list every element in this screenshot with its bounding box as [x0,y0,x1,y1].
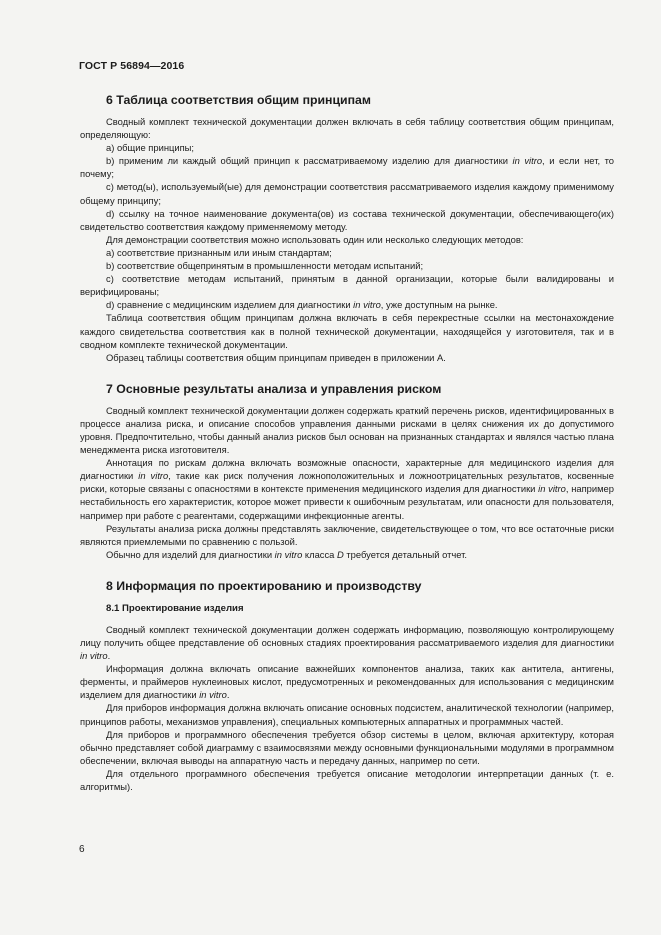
list-item: b) соответствие общепринятым в промышленности методам испытаний; [106,260,424,272]
section-7-title: 7 Основные результаты анализа и управления риском [106,381,442,396]
paragraph: Для демонстрации соответствия можно использовать один или несколько следующих методов: [106,233,524,245]
paragraph: Для приборов информация должна включать описание основных подсистем, аналитической технологии (например, принципов работы, механизмов управления), специальных компьютерных аппаратных и программных частей. [80,702,614,727]
list-item: b) применим ли каждый общий принцип к рассматриваемому изделию для диагностики in vitro, и если нет, то почему; [80,155,614,180]
paragraph: Обычно для изделий для диагностики in vitro класса D требуется детальный отчет. [106,548,468,560]
list-item: а) соответствие признанным или иным стандартам; [106,246,332,258]
paragraph: Информация должна включать описание важнейших компонентов анализа, таких как антитела, антигены, ферменты, и праймеров нуклеиновых кислот, предусмотренных и рекомендованных для использования с медицинским изделием для диагностики in vitro. [80,663,614,701]
paragraph: Сводный комплект технической документации должен содержать информацию, позволяющую контролирующему лицу получить общее представление об основных стадиях проектирования рассматриваемого изделия для диагностики in vitro. [80,623,614,662]
list-item: d) ссылку на точное наименование документа(ов) из состава технической документации, обеспечивающего(их) свидетельство соответствия каждому применяемому методу. [80,207,614,232]
standard-id: ГОСТ Р 56894—2016 [79,60,185,72]
subsection-8-1-title: 8.1 Проектирование изделия [106,602,244,614]
section-6-title: 6 Таблица соответствия общим принципам [106,93,371,107]
paragraph: Аннотация по рискам должна включать возможные опасности, характерные для медицинского изделия для диагностики in vitro, такие как риск получения ложноположительных и ложноотрицательных результатов, косвенные риски, которые связаны с опасностями в контексте применения медицинского изделия для диагностики in vitro, например нестабильность его характеристик, которое может привести к ошибочным результатам, или опасности для пользователя, например при работе с реагентами, содержащими инфекционные агенты. [80,457,614,521]
section-8-title: 8 Информация по проектированию и производству [106,578,422,593]
paragraph: Для приборов и программного обеспечения требуется обзор системы в целом, включая архитектуру, которая обычно представляет собой диаграмму с взаимосвязями между основными функциональными модулями в программном обеспечении, включая выводы на аппаратную часть и передачу данных, например по сети. [80,728,614,766]
page-content [80,92,614,793]
list-item: с) соответствие методам испытаний, принятым в данной организации, которые были валидированы и верифицированы; [80,273,614,298]
page-number: 6 [79,844,85,855]
paragraph: Результаты анализа риска должны представлять заключение, свидетельствующее о том, что все остаточные риски являются приемлемыми по сравнению с пользой. [80,522,614,547]
paragraph: Сводный комплект технической документации должен включать в себя таблицу соответствия общим принципам, определяющую: [80,116,614,141]
list-item: d) сравнение с медицинским изделием для диагностики in vitro, уже доступным на рынке. [106,299,498,311]
list-item: с) метод(ы), используемый(ые) для демонстрации соответствия рассматриваемого изделия каждому применимому общему принципу; [80,181,614,206]
paragraph: Таблица соответствия общим принципам должна включать в себя перекрестные ссылки на местонахождение каждого свидетельства соответствия как в полной технической документации, находящейся у изготовителя, так и в сводном комплекте технической документации. [80,312,614,350]
list-item: а) общие принципы; [106,142,195,154]
paragraph: Сводный комплект технической документации должен содержать краткий перечень рисков, идентифицированных в процессе анализа риска, и описание способов управления данными рисками в целях снижения их до допустимого уровня. Предпочтительно, чтобы данный анализ рисков был основан на признанных стандартах и являлся частью плана менеджмента риска изготовителя. [80,404,614,456]
paragraph: Для отдельного программного обеспечения требуется описание методологии интерпретации данных (т. е. алгоритмы). [80,767,614,793]
paragraph: Образец таблицы соответствия общим принципам приведен в приложении А. [106,351,446,363]
